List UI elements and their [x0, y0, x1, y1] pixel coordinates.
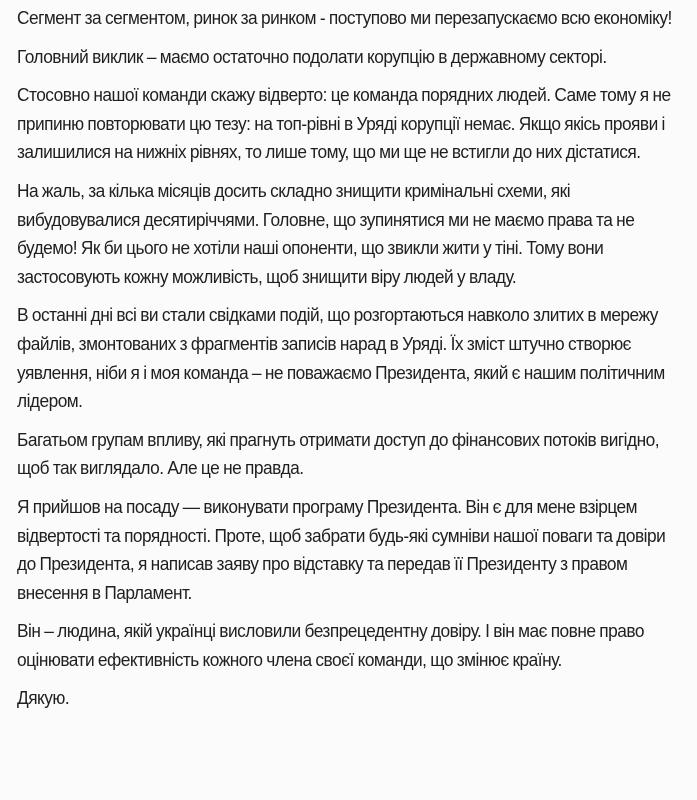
paragraph-economy-restart: Сегмент за сегментом, ринок за ринком - поступово ми перезапускаємо всю економіку! [17, 7, 672, 28]
paragraph-leaked-files: В останні дні всі ви стали свідками подій, що розгортаються навколо злитих в мережу файлів, змонтованих з фрагментів записів нарад в Уряді. Їх зміст штучно створює уявлення, ніби я і моя команда – не поважаємо Президента, який є нашим політичним лідером. [17, 304, 665, 412]
post-body [17, 4, 672, 713]
paragraph-main-challenge: Головний виклик – маємо остаточно подолати корупцію в державному секторі. [17, 45, 607, 67]
paragraph-team-honesty: Стосовно нашої команди скажу відверто: це команда порядних людей. Саме тому я не припиню повторювати цю тезу: на топ-рівні в Уряді корупції немає. Якщо якісь прояви і залишилися на нижніх рівнях, то лише тому, що ми ще не встигли до них дістатися. [17, 84, 671, 163]
paragraph-influence-groups: Багатьом групам впливу, які прагнуть отримати доступ до фінансових потоків вигідно, щоб так виглядало. Але це не правда. [17, 428, 660, 479]
paragraph-resignation: Я прийшов на посаду — виконувати програму Президента. Він є для мене взірцем відвертості та порядності. Проте, щоб забрати будь-які сумніви нашої поваги та довіри до Президента, я написав заяву про відставку та передав її Президенту з правом внесення в Парламент. [17, 495, 666, 603]
paragraph-criminal-schemes: На жаль, за кілька місяців досить складно знищити кримінальні схеми, які вибудовувалися десятиріччями. Головне, що зупинятися ми не маємо права та не будемо! Як би цього не хотіли наші опоненти, що звикли жити у тіні. Тому вони застосовують кожну можливість, щоб знищити віру людей у владу. [17, 179, 635, 287]
paragraph-president-trust: Він – людина, якій українці висловили безпрецедентну довіру. І він має повне право оцінювати ефективність кожного члена своєї команди, що змінює країну. [17, 620, 644, 670]
paragraph-thanks: Дякую. [17, 687, 70, 709]
